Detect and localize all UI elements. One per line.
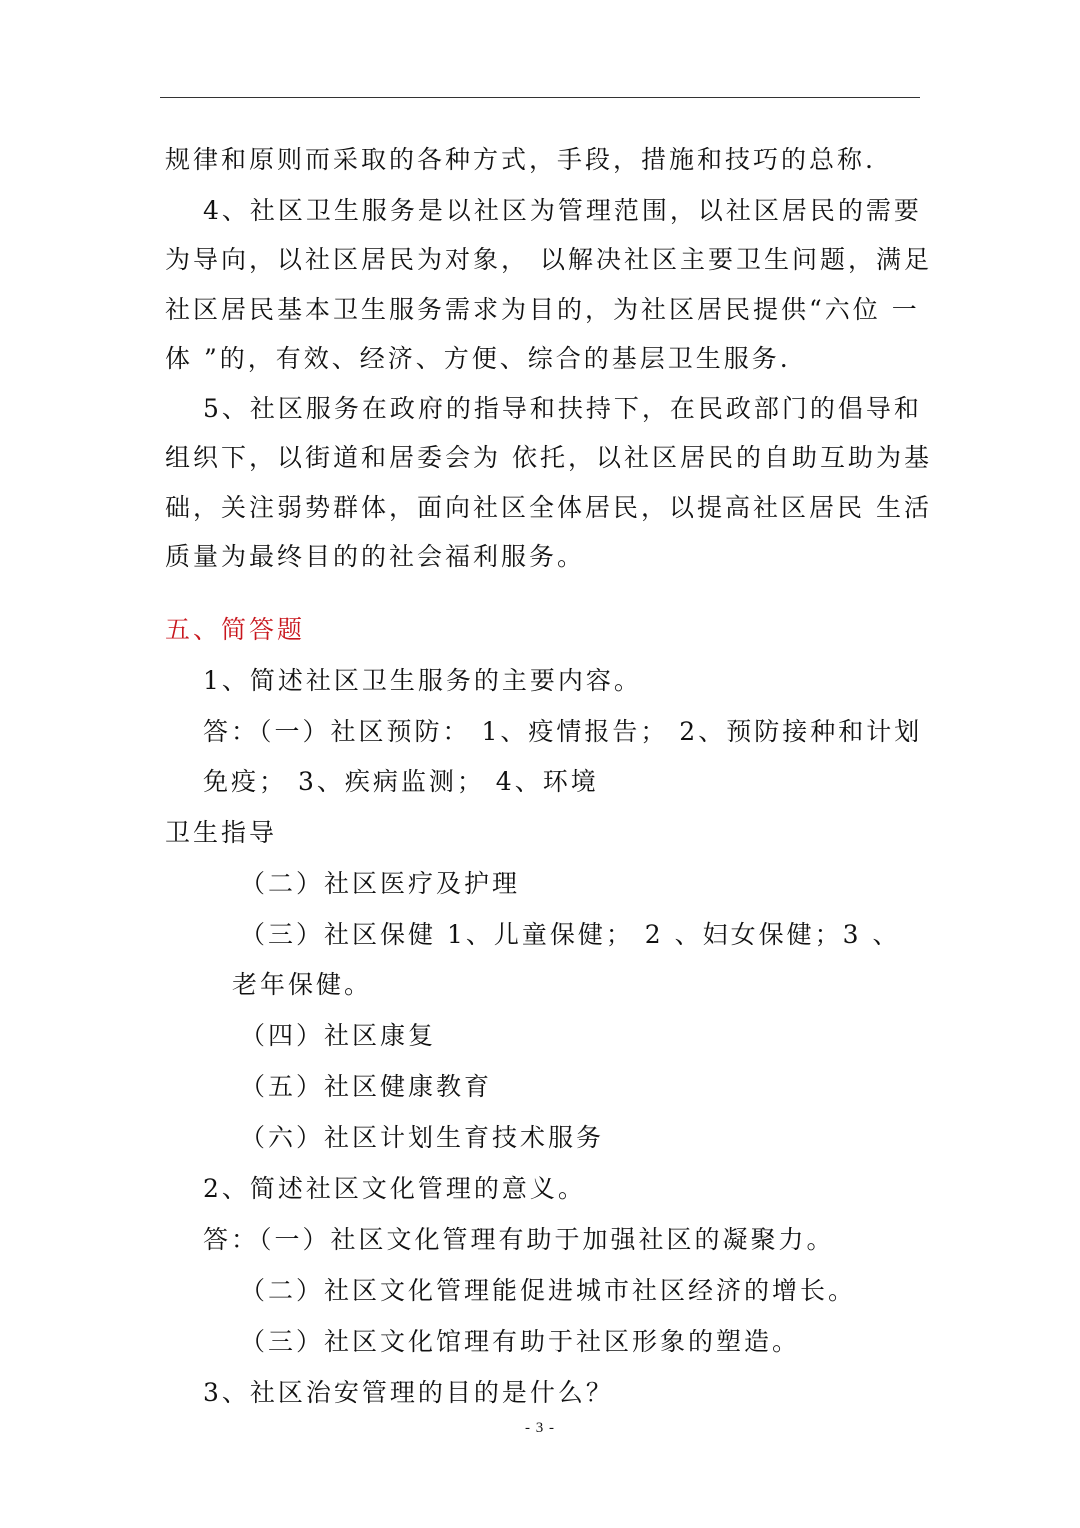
paragraph-line: 社区居民基本卫生服务需求为目的，为社区居民提供“六位 一 — [165, 295, 920, 324]
paragraph-line: 为导向，以社区居民为对象， 以解决社区主要卫生问题，满足 — [165, 245, 932, 274]
answer-line: （二）社区医疗及护理 — [240, 869, 521, 898]
answer-line: 答：（一）社区预防： 1、疫情报告； 2、预防接种和计划 — [203, 717, 923, 746]
answer-line: （四）社区康复 — [240, 1021, 437, 1050]
paragraph-line: 础，关注弱势群体，面向社区全体居民，以提高社区居民 生活 — [165, 493, 932, 522]
header-rule — [160, 97, 920, 98]
answer-line: （五）社区健康教育 — [240, 1072, 493, 1101]
answer-line: （六）社区计划生育技术服务 — [240, 1123, 605, 1152]
answer-line: 免疫； 3、疾病监测； 4、环境 — [203, 767, 599, 796]
answer-line: （二）社区文化管理能促进城市社区经济的增长。 — [240, 1276, 857, 1305]
answer-line: 答：（一）社区文化管理有助于加强社区的凝聚力。 — [203, 1225, 835, 1254]
answer-line: 老年保健。 — [232, 970, 373, 999]
question-line: 3、社区治安管理的目的是什么？ — [203, 1378, 614, 1407]
page-number: - 3 - — [525, 1420, 555, 1436]
paragraph-line: 4、社区卫生服务是以社区为管理范围，以社区居民的需要 — [203, 196, 922, 225]
paragraph-line: 规律和原则而采取的各种方式，手段，措施和技巧的总称. — [165, 145, 876, 174]
answer-line: 卫生指导 — [165, 818, 278, 847]
paragraph-line: 组织下，以街道和居委会为 依托，以社区居民的自助互助为基 — [165, 443, 932, 472]
answer-line: （三）社区保健 1、儿童保健； 2 、妇女保健；3 、 — [240, 920, 901, 949]
answer-line: （三）社区文化馆理有助于社区形象的塑造。 — [240, 1327, 801, 1356]
question-line: 2、简述社区文化管理的意义。 — [203, 1174, 586, 1203]
question-line: 1、简述社区卫生服务的主要内容。 — [203, 666, 642, 695]
paragraph-line: 质量为最终目的的社会福利服务。 — [165, 542, 586, 571]
paragraph-line: 5、社区服务在政府的指导和扶持下，在民政部门的倡导和 — [203, 394, 922, 423]
paragraph-line: 体 ”的，有效、经济、方便、综合的基层卫生服务. — [165, 344, 791, 373]
section-heading: 五、简答题 — [165, 615, 306, 644]
